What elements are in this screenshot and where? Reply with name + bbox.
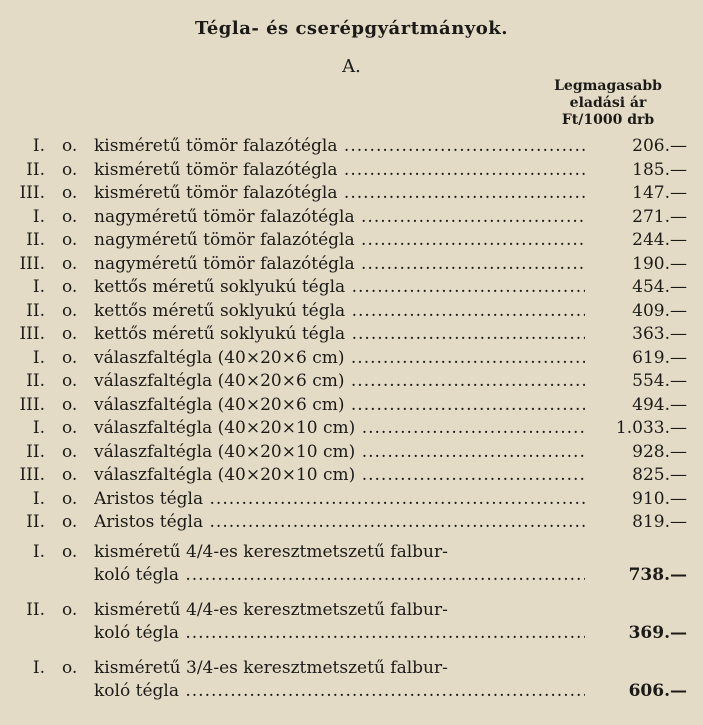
description-text: kisméretű 4/4-es keresztmetszetű falbur-	[94, 599, 448, 620]
product-description	[94, 417, 585, 441]
price-value: 206.—	[632, 136, 687, 156]
price-row	[0, 417, 703, 441]
osztaly-label: o.	[62, 599, 78, 620]
price-row	[0, 253, 703, 277]
price-value: 738.—	[628, 565, 687, 585]
grade-label: I.	[32, 206, 45, 227]
description-text: nagyméretű tömör falazótégla	[94, 230, 355, 250]
description-text: kettős méretű soklyukú tégla	[94, 300, 346, 321]
product-description	[94, 206, 585, 230]
product-description	[94, 229, 585, 253]
price-column-header	[523, 78, 693, 129]
column-header-line: Legmagasabb	[554, 78, 662, 94]
product-description	[94, 657, 585, 704]
description-line	[94, 394, 585, 418]
price-row	[0, 511, 703, 535]
description-text: kettős méretű soklyukú tégla	[94, 324, 346, 344]
price-value: 554.—	[632, 371, 687, 391]
description-line	[94, 159, 585, 183]
grade-label: II.	[26, 371, 45, 391]
product-description	[94, 347, 585, 371]
description-text: kisméretű 4/4-es keresztmetszetű falbur-	[94, 541, 448, 562]
osztaly-label: o.	[62, 541, 78, 562]
grade-label: I.	[32, 488, 45, 509]
price-list	[0, 135, 703, 709]
description-line	[94, 206, 585, 230]
price-value: 409.—	[632, 300, 687, 321]
osztaly-label: o.	[62, 371, 78, 391]
product-description	[94, 135, 585, 159]
osztaly-label: o.	[62, 465, 78, 485]
price-row	[0, 159, 703, 183]
description-line	[94, 541, 585, 565]
description-line	[94, 182, 585, 206]
description-text: kisméretű 3/4-es keresztmetszetű falbur-	[94, 657, 448, 678]
description-text: kettős méretű soklyukú tégla	[94, 277, 346, 297]
product-description	[94, 394, 585, 418]
osztaly-label: o.	[62, 394, 78, 415]
price-row	[0, 347, 703, 371]
grade-label: I.	[32, 541, 45, 562]
grade-label: I.	[32, 277, 45, 297]
price-value: 454.—	[632, 277, 687, 297]
description-line	[94, 135, 585, 159]
osztaly-label: o.	[62, 206, 78, 227]
product-description	[94, 441, 585, 465]
price-value: 147.—	[632, 183, 687, 203]
price-value: 185.—	[632, 159, 687, 180]
osztaly-label: o.	[62, 159, 78, 180]
osztaly-label: o.	[62, 657, 78, 678]
grade-label: III.	[19, 465, 45, 485]
product-description	[94, 159, 585, 183]
price-value: 244.—	[632, 230, 687, 250]
product-description	[94, 300, 585, 324]
grade-label: III.	[19, 394, 45, 415]
price-value: 606.—	[628, 681, 687, 701]
description-text: koló tégla	[94, 681, 179, 701]
page-title: Tégla- és cserépgyártmányok.	[194, 18, 509, 39]
osztaly-label: o.	[62, 183, 78, 203]
description-text: válaszfaltégla (40×20×6 cm)	[94, 371, 345, 391]
price-value: 494.—	[632, 394, 687, 415]
price-row	[0, 276, 703, 300]
product-description	[94, 541, 585, 588]
description-line	[94, 276, 585, 300]
column-header-line: Ft/1000 drb	[561, 112, 655, 128]
description-text: válaszfaltégla (40×20×10 cm)	[94, 418, 356, 438]
product-description	[94, 370, 585, 394]
description-line	[94, 370, 585, 394]
description-line	[94, 488, 585, 512]
description-text: kisméretű tömör falazótégla	[94, 183, 338, 203]
description-line	[94, 511, 585, 535]
osztaly-label: o.	[62, 512, 78, 532]
grade-label: III.	[19, 324, 45, 344]
price-value: 825.—	[632, 465, 687, 485]
osztaly-label: o.	[62, 324, 78, 344]
price-value: 819.—	[632, 512, 687, 532]
price-row	[0, 229, 703, 253]
product-description	[94, 511, 585, 535]
description-line	[94, 464, 585, 488]
description-line	[94, 622, 585, 646]
description-line	[94, 300, 585, 324]
description-line	[94, 657, 585, 681]
grade-label: I.	[32, 347, 45, 368]
product-description	[94, 323, 585, 347]
price-row	[0, 541, 703, 593]
price-value: 1.033.—	[615, 418, 687, 438]
osztaly-label: o.	[62, 230, 78, 250]
grade-label: I.	[32, 136, 45, 156]
price-row	[0, 464, 703, 488]
grade-label: III.	[19, 253, 45, 274]
price-row	[0, 488, 703, 512]
grade-label: II.	[26, 300, 45, 321]
product-description	[94, 276, 585, 300]
osztaly-label: o.	[62, 300, 78, 321]
osztaly-label: o.	[62, 418, 78, 438]
price-value: 271.—	[632, 206, 687, 227]
description-text: kisméretű tömör falazótégla	[94, 136, 338, 156]
description-text: válaszfaltégla (40×20×6 cm)	[94, 394, 345, 415]
grade-label: II.	[26, 159, 45, 180]
description-line	[94, 599, 585, 623]
product-description	[94, 488, 585, 512]
osztaly-label: o.	[62, 488, 78, 509]
osztaly-label: o.	[62, 136, 78, 156]
description-line	[94, 564, 585, 588]
description-text: Aristos tégla	[94, 488, 204, 509]
osztaly-label: o.	[62, 253, 78, 274]
price-value: 190.—	[632, 253, 687, 274]
price-row	[0, 441, 703, 465]
description-line	[94, 229, 585, 253]
price-row	[0, 394, 703, 418]
price-value: 619.—	[632, 347, 687, 368]
price-row	[0, 300, 703, 324]
price-row	[0, 657, 703, 709]
price-value: 363.—	[632, 324, 687, 344]
description-text: válaszfaltégla (40×20×6 cm)	[94, 347, 345, 368]
grade-label: I.	[32, 418, 45, 438]
product-description	[94, 599, 585, 646]
price-value: 369.—	[628, 623, 687, 643]
grade-label: III.	[19, 183, 45, 203]
description-line	[94, 253, 585, 277]
price-row	[0, 206, 703, 230]
osztaly-label: o.	[62, 441, 78, 462]
grade-label: II.	[26, 441, 45, 462]
price-row	[0, 182, 703, 206]
description-text: koló tégla	[94, 623, 179, 643]
description-text: kisméretű tömör falazótégla	[94, 159, 338, 180]
description-line	[94, 347, 585, 371]
description-text: koló tégla	[94, 565, 179, 585]
osztaly-label: o.	[62, 347, 78, 368]
description-line	[94, 417, 585, 441]
product-description	[94, 253, 585, 277]
price-row	[0, 323, 703, 347]
description-text: válaszfaltégla (40×20×10 cm)	[94, 465, 356, 485]
osztaly-label: o.	[62, 277, 78, 297]
description-text: nagyméretű tömör falazótégla	[94, 253, 355, 274]
price-row	[0, 599, 703, 651]
grade-label: II.	[26, 512, 45, 532]
description-text: Aristos tégla	[94, 512, 204, 532]
price-value: 910.—	[632, 488, 687, 509]
price-value: 928.—	[632, 441, 687, 462]
column-header-line: eladási ár	[569, 95, 647, 111]
grade-label: II.	[26, 230, 45, 250]
description-text: válaszfaltégla (40×20×10 cm)	[94, 441, 356, 462]
description-line	[94, 441, 585, 465]
product-description	[94, 182, 585, 206]
section-heading: A.	[342, 56, 361, 77]
description-text: nagyméretű tömör falazótégla	[94, 206, 355, 227]
description-line	[94, 680, 585, 704]
price-row	[0, 370, 703, 394]
grade-label: I.	[32, 657, 45, 678]
grade-label: II.	[26, 599, 45, 620]
product-description	[94, 464, 585, 488]
description-line	[94, 323, 585, 347]
price-row	[0, 135, 703, 159]
